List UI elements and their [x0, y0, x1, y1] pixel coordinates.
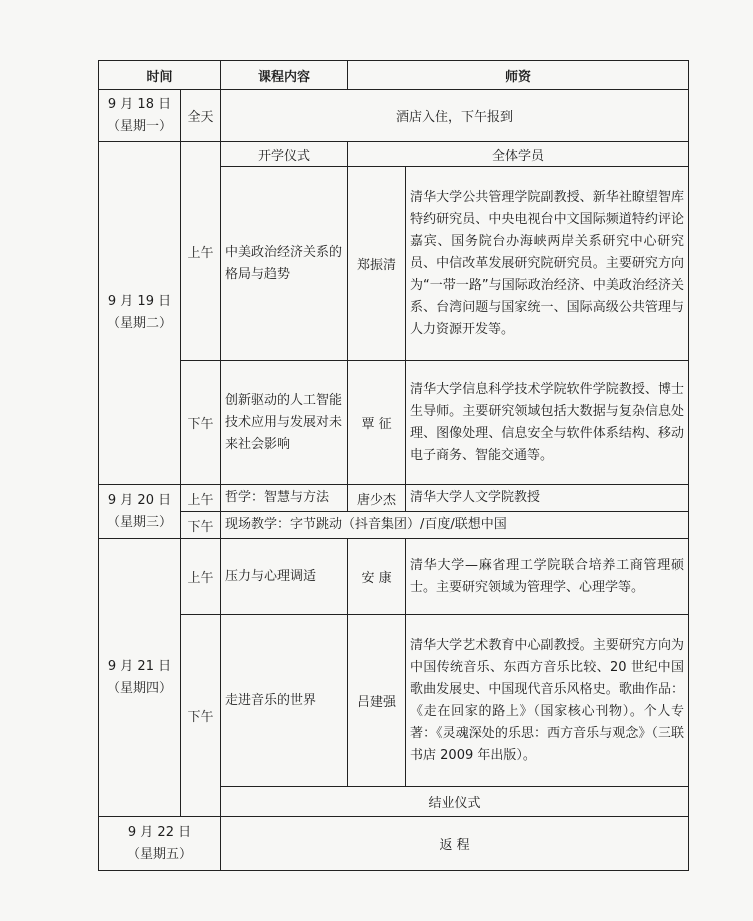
day1-period: 全天 — [181, 90, 221, 142]
day1-weekday: （星期一） — [106, 118, 172, 134]
day4-closing: 结业仪式 — [221, 787, 689, 817]
day2-date-cell — [99, 142, 181, 485]
day5-date-cell — [99, 817, 221, 871]
day2-afternoon-bio: 清华大学信息科学技术学院软件学院教授、博士生导师。主要研究领域包括大数据与复杂信息处理、图像处理、信息安全与软件体系结构、移动电子商务、智能交通等。 — [406, 361, 689, 485]
day5-date: 9 月 22 日 — [127, 824, 192, 840]
day2-ceremony-course: 开学仪式 — [221, 142, 348, 167]
day1-date: 9 月 18 日 — [107, 96, 172, 112]
day2-afternoon-teacher: 覃 征 — [348, 361, 406, 485]
day2-afternoon-row — [99, 361, 689, 485]
day4-morning-course: 压力与心理调适 — [221, 539, 348, 615]
day3-afternoon-row — [99, 512, 689, 539]
day2-morning-teacher: 郑振清 — [348, 167, 406, 361]
day4-morning-teacher: 安 康 — [348, 539, 406, 615]
day4-morning-bio: 清华大学—麻省理工学院联合培养工商管理硕士。主要研究领域为管理学、心理学等。 — [406, 539, 689, 615]
day4-afternoon-period: 下午 — [181, 615, 221, 817]
day3-morning-row — [99, 485, 689, 512]
day3-morning-teacher: 唐少杰 — [348, 485, 406, 512]
day4-date: 9 月 21 日 — [107, 658, 172, 674]
day1-row — [99, 90, 689, 142]
day3-afternoon-activity: 现场教学：字节跳动（抖音集团）/百度/联想中国 — [221, 512, 689, 539]
day3-afternoon-period: 下午 — [181, 512, 221, 539]
header-time: 时间 — [99, 61, 221, 90]
day5-activity: 返 程 — [221, 817, 689, 871]
day3-morning-bio: 清华大学人文学院教授 — [406, 485, 689, 512]
day5-weekday: （星期五） — [127, 846, 193, 862]
day2-afternoon-period: 下午 — [181, 361, 221, 485]
day1-activity: 酒店入住，下午报到 — [221, 90, 689, 142]
header-course: 课程内容 — [221, 61, 348, 90]
day2-weekday: （星期二） — [106, 316, 172, 331]
day4-afternoon-teacher: 吕建强 — [348, 615, 406, 787]
day4-morning-period: 上午 — [181, 539, 221, 615]
schedule-table — [98, 60, 689, 871]
day2-ceremony-attendees: 全体学员 — [348, 142, 689, 167]
day4-afternoon-course: 走进音乐的世界 — [221, 615, 348, 787]
day2-ceremony-row — [99, 142, 689, 167]
day4-afternoon-bio: 清华大学艺术教育中心副教授。主要研究方向为中国传统音乐、东西方音乐比较、20 世纪中国歌曲发展史、中国现代音乐风格史。歌曲作品：《走在回家的路上》（国家核心刊物）。个人专著：《灵魂深处的乐思：西方音乐与观念》（三联书店 2009 年出版）。 — [406, 615, 689, 787]
day2-date: 9 月 19 日 — [107, 294, 172, 309]
day3-weekday: （星期三） — [106, 514, 172, 530]
day2-morning-period: 上午 — [181, 142, 221, 361]
day1-date-cell — [99, 90, 181, 142]
day3-date-cell — [99, 485, 181, 539]
day4-date-cell — [99, 539, 181, 817]
day4-afternoon-row — [99, 615, 689, 787]
day3-morning-course: 哲学：智慧与方法 — [221, 485, 348, 512]
header-row — [99, 61, 689, 90]
day3-date: 9 月 20 日 — [107, 492, 172, 508]
day3-morning-period: 上午 — [181, 485, 221, 512]
day2-afternoon-course: 创新驱动的人工智能技术应用与发展对未来社会影响 — [221, 361, 348, 485]
day2-morning-course: 中美政治经济关系的格局与趋势 — [221, 167, 348, 361]
day5-row — [99, 817, 689, 871]
day2-morning-bio: 清华大学公共管理学院副教授、新华社瞭望智库特约研究员、中央电视台中文国际频道特约评论嘉宾、国务院台办海峡两岸关系研究中心研究员、中信改革发展研究院研究员。主要研究方向为“一带一路”与国际政治经济、中美政治经济关系、台湾问题与国家统一、国际高级公共管理与人力资源开发等。 — [406, 167, 689, 361]
header-teacher: 师资 — [348, 61, 689, 90]
day4-weekday: （星期四） — [106, 680, 172, 696]
day4-morning-row — [99, 539, 689, 615]
